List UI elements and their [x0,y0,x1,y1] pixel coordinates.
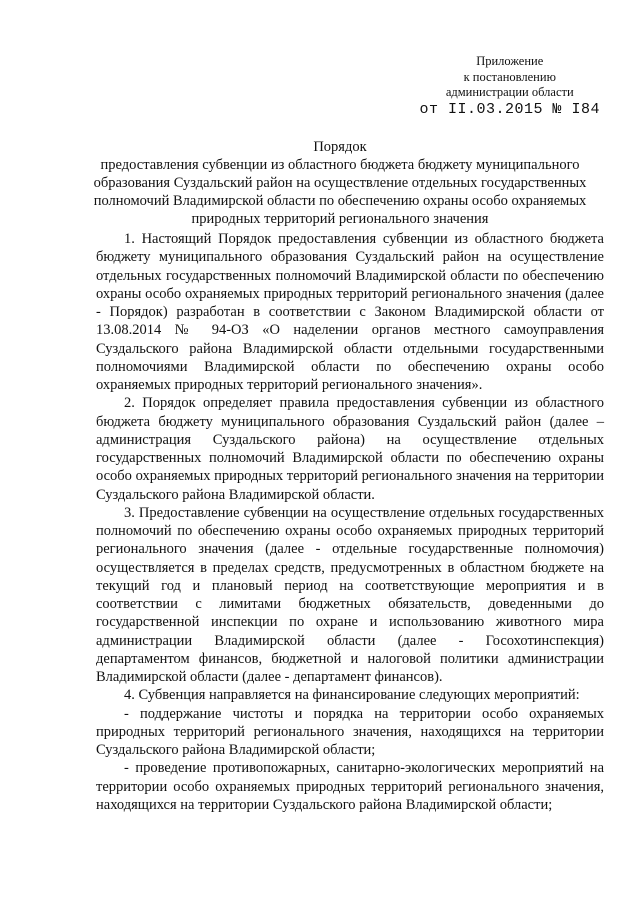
annex-date-number: от II.03.2015 № I84 [419,100,600,118]
annex-label: Приложение [476,54,544,68]
paragraph-4: 4. Субвенция направляется на финансирование следующих мероприятий: [124,687,580,704]
list-item-fire-prevention: - проведение противопожарных, санитарно-экологических мероприятий на территории особо охраняемых природных территорий регионального значения, находящихся на территории Суздальского района Владимирской области; [96,760,604,813]
document-heading: Порядок [313,139,367,155]
document-subtitle: предоставления субвенции из областного бюджета бюджету муниципального образования Суздальский район на осуществление отдельных государственных полномочий Владимирской области по обеспечению охраны особо охраняемых природных территорий регионального значения [93,157,587,227]
paragraph-2: 2. Порядок определяет правила предоставления субвенции из областного бюджета бюджету муниципального образования Суздальский район (далее – администрация Суздальского района) на осуществление отдельных государственных полномочий Владимирской области по обеспечению охраны особо охраняемых природных территорий регионального значения на территории Суздальского района Владимирской области. [96,395,604,503]
paragraph-1: 1. Настоящий Порядок предоставления субвенции из областного бюджета бюджету муниципального образования Суздальский район на осуществление отдельных государственных полномочий Владимирской области по обеспечению охраны особо охраняемых природных территорий регионального значения (далее - Порядок) разработан в соответствии с Законом Владимирской области от 13.08.2014 № 94-ОЗ «О наделении органов местного самоуправления Суздальского района Владимирской области отдельными государственными полномочиями Владимирской области по обеспечению охраны особо охраняемых природных территорий регионального значения». [96,231,604,393]
annex-resolution-ref: к постановлению [463,69,556,84]
annex-authority: администрации области [445,85,574,99]
list-item-cleanliness: - поддержание чистоты и порядка на территории особо охраняемых природных территорий регионального значения, находящихся на территории Суздальского района Владимирской области; [96,705,604,758]
paragraph-3: 3. Предоставление субвенции на осуществление отдельных государственных полномочий по обеспечению охраны особо охраняемых природных территорий регионального значения (далее - отдельные государственные полномочия) осуществляется в пределах средств, предусмотренных в областном бюджете на текущий год и плановый период на соответствующие мероприятия и в соответствии с лимитами бюджетных обязательств, доведенными до государственной инспекции по охране и использованию животного мира администрации Владимирской области (далее - Госохотинспекция) департаментом финансов, бюджетной и налоговой политики администрации Владимирской области (далее - департамент финансов). [96,504,604,685]
document-body [96,230,604,814]
annex-header [419,54,600,117]
